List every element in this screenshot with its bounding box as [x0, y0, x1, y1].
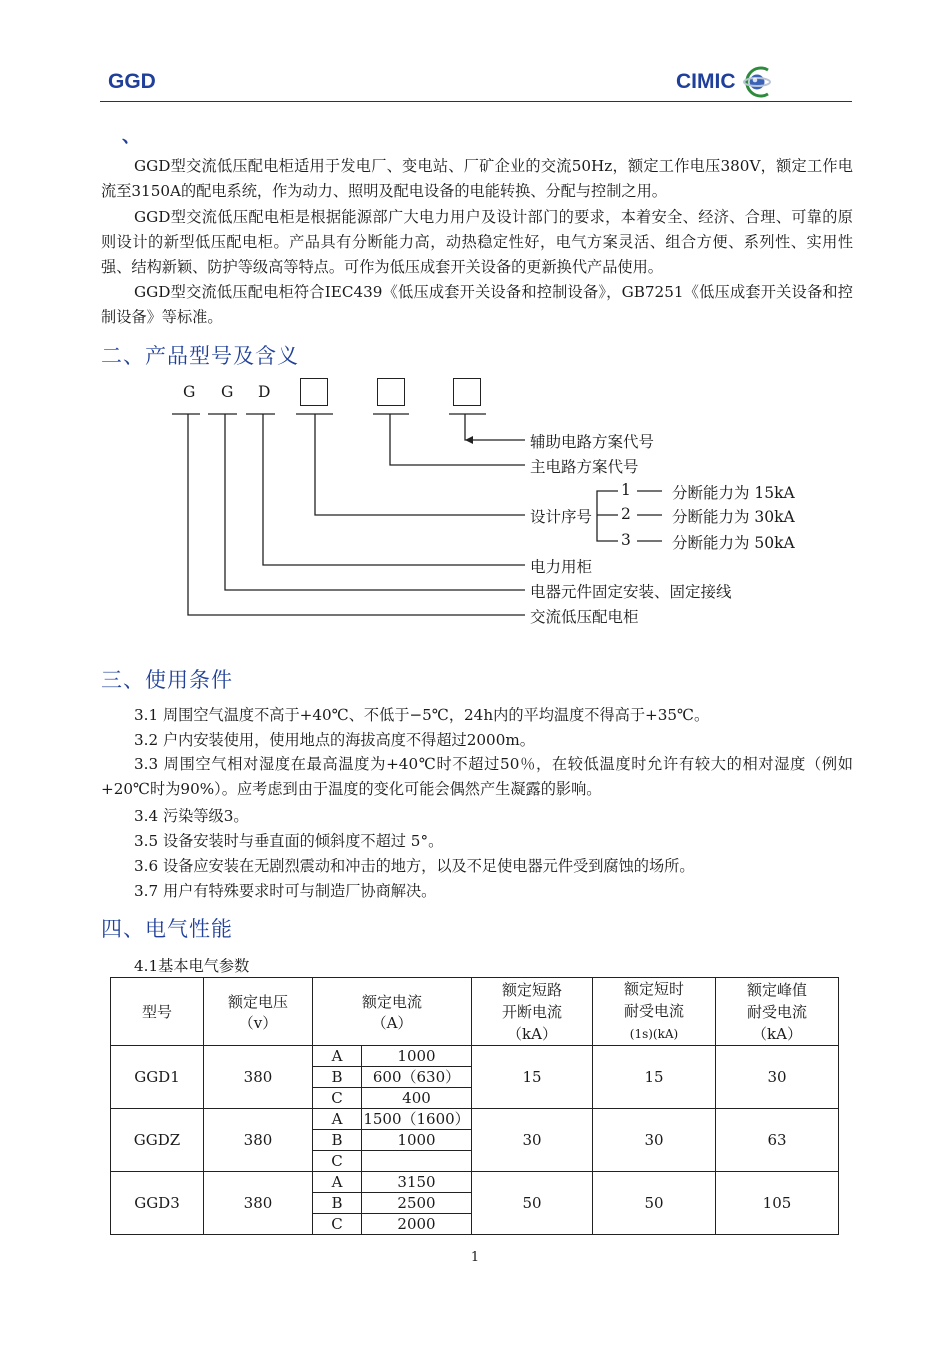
cell-sub-current — [362, 1151, 472, 1172]
header-left-title: GGD — [108, 70, 156, 93]
cell-sub-letter: B — [313, 1130, 362, 1151]
cell-sub-letter: C — [313, 1088, 362, 1109]
header-short-time-current: 额定短时 耐受电流 (1s)(kA) — [593, 978, 716, 1046]
condition-item: 3.5 设备安装时与垂直面的倾斜度不超过 5°。 — [134, 832, 444, 850]
header-break-current: 额定短路 开断电流 （kA） — [472, 978, 593, 1046]
header-peak-current: 额定峰值 耐受电流 （kA） — [716, 978, 839, 1046]
cell-peak: 30 — [716, 1046, 839, 1109]
intro-paragraph-1: GGD型交流低压配电柜适用于发电厂、变电站、厂矿企业的交流50Hz，额定工作电压380V，额定工作电流至3150A的配电系统，作为动力、照明及配电设备的电能转换、分配与控制之用。 — [101, 157, 853, 200]
model-letter-g1: G — [183, 383, 196, 401]
cell-sub-current: 2500 — [362, 1193, 472, 1214]
cell-sub-letter: A — [313, 1046, 362, 1067]
label-design-number: 设计序号 — [530, 508, 593, 526]
option-number: 3 — [621, 531, 631, 549]
cell-model: GGD1 — [111, 1046, 204, 1109]
cell-sub-current: 600（630） — [362, 1067, 472, 1088]
electrical-parameters-table — [110, 977, 839, 1235]
table-row — [111, 1172, 839, 1193]
section-mark: 、 — [122, 126, 140, 147]
option-number: 1 — [621, 481, 631, 499]
condition-item: 3.7 用户有特殊要求时可与制造厂协商解决。 — [134, 882, 437, 900]
condition-item: 3.1 周围空气温度不高于+40℃、不低于−5℃，24h内的平均温度不得高于+35℃。 — [134, 706, 710, 724]
header-current: 额定电流 （A） — [313, 978, 472, 1046]
model-letter-g2: G — [221, 383, 234, 401]
cell-sub-current: 1000 — [362, 1046, 472, 1067]
section-title-conditions: 三、使用条件 — [101, 668, 233, 692]
option-number: 2 — [621, 505, 631, 523]
cell-sub-letter: C — [313, 1214, 362, 1235]
cell-sub-letter: B — [313, 1067, 362, 1088]
condition-item: 3.6 设备应安装在无剧烈震动和冲击的地方，以及不足使电器元件受到腐蚀的场所。 — [134, 857, 695, 875]
cell-sub-current: 2000 — [362, 1214, 472, 1235]
cell-short: 15 — [593, 1046, 716, 1109]
option-text: 分断能力为 50kA — [672, 534, 795, 552]
table-row — [111, 1109, 839, 1130]
cell-short: 30 — [593, 1109, 716, 1172]
label-power-cabinet: 电力用柜 — [530, 558, 593, 576]
cell-voltage: 380 — [204, 1172, 313, 1235]
cell-break: 50 — [472, 1172, 593, 1235]
table-row — [111, 1046, 839, 1067]
intro-paragraph-3: GGD型交流低压配电柜符合IEC439《低压成套开关设备和控制设备》，GB7251《低压成套开关设备和控制设备》等标准。 — [101, 283, 853, 326]
cell-short: 50 — [593, 1172, 716, 1235]
section-title-model: 二、产品型号及含义 — [101, 344, 299, 368]
page-number: 1 — [470, 1250, 480, 1265]
cell-voltage: 380 — [204, 1046, 313, 1109]
header-right-title: CIMIC — [676, 70, 736, 93]
table-caption: 4.1基本电气参数 — [134, 957, 250, 975]
cell-model: GGDZ — [111, 1109, 204, 1172]
cell-sub-letter: A — [313, 1109, 362, 1130]
condition-item: 3.3 周围空气相对湿度在最高温度为+40℃时不超过50％，在较低温度时允许有较大的相对湿度（例如+20℃时为90%）。应考虑到由于温度的变化可能会偶然产生凝露的影响。 — [101, 755, 853, 798]
cell-sub-letter: B — [313, 1193, 362, 1214]
label-fixed-install: 电器元件固定安装、固定接线 — [530, 583, 732, 601]
option-text: 分断能力为 15kA — [672, 484, 795, 502]
cell-break: 30 — [472, 1109, 593, 1172]
condition-item: 3.2 户内安装使用，使用地点的海拔高度不得超过2000m。 — [134, 731, 535, 749]
option-text: 分断能力为 30kA — [672, 508, 795, 526]
cell-sub-letter: A — [313, 1172, 362, 1193]
cell-sub-current: 1000 — [362, 1130, 472, 1151]
table-header-row — [111, 978, 839, 1046]
intro-paragraph-2: GGD型交流低压配电柜是根据能源部广大电力用户及设计部门的要求，本着安全、经济、合理、可靠的原则设计的新型低压配电柜。产品具有分断能力高，动热稳定性好，电气方案灵活、组合方便、系列性、实用性强、结构新颖、防护等级高等特点。可作为低压成套开关设备的更新换代产品使用。 — [101, 208, 853, 276]
cell-model: GGD3 — [111, 1172, 204, 1235]
cell-voltage: 380 — [204, 1109, 313, 1172]
label-main-circuit: 主电路方案代号 — [530, 458, 639, 476]
cell-sub-current: 400 — [362, 1088, 472, 1109]
cell-sub-letter: C — [313, 1151, 362, 1172]
cell-sub-current: 3150 — [362, 1172, 472, 1193]
model-letter-d: D — [258, 383, 271, 401]
section-title-electrical: 四、电气性能 — [101, 917, 233, 941]
header-voltage: 额定电压 （v） — [204, 978, 313, 1046]
cell-sub-current: 1500（1600） — [363, 1110, 470, 1128]
cell-peak: 63 — [716, 1109, 839, 1172]
condition-item: 3.4 污染等级3。 — [134, 807, 249, 825]
cell-peak: 105 — [716, 1172, 839, 1235]
label-aux-circuit: 辅助电路方案代号 — [530, 433, 655, 451]
header-model: 型号 — [111, 978, 204, 1046]
cell-break: 15 — [472, 1046, 593, 1109]
label-ac-cabinet: 交流低压配电柜 — [530, 608, 639, 626]
